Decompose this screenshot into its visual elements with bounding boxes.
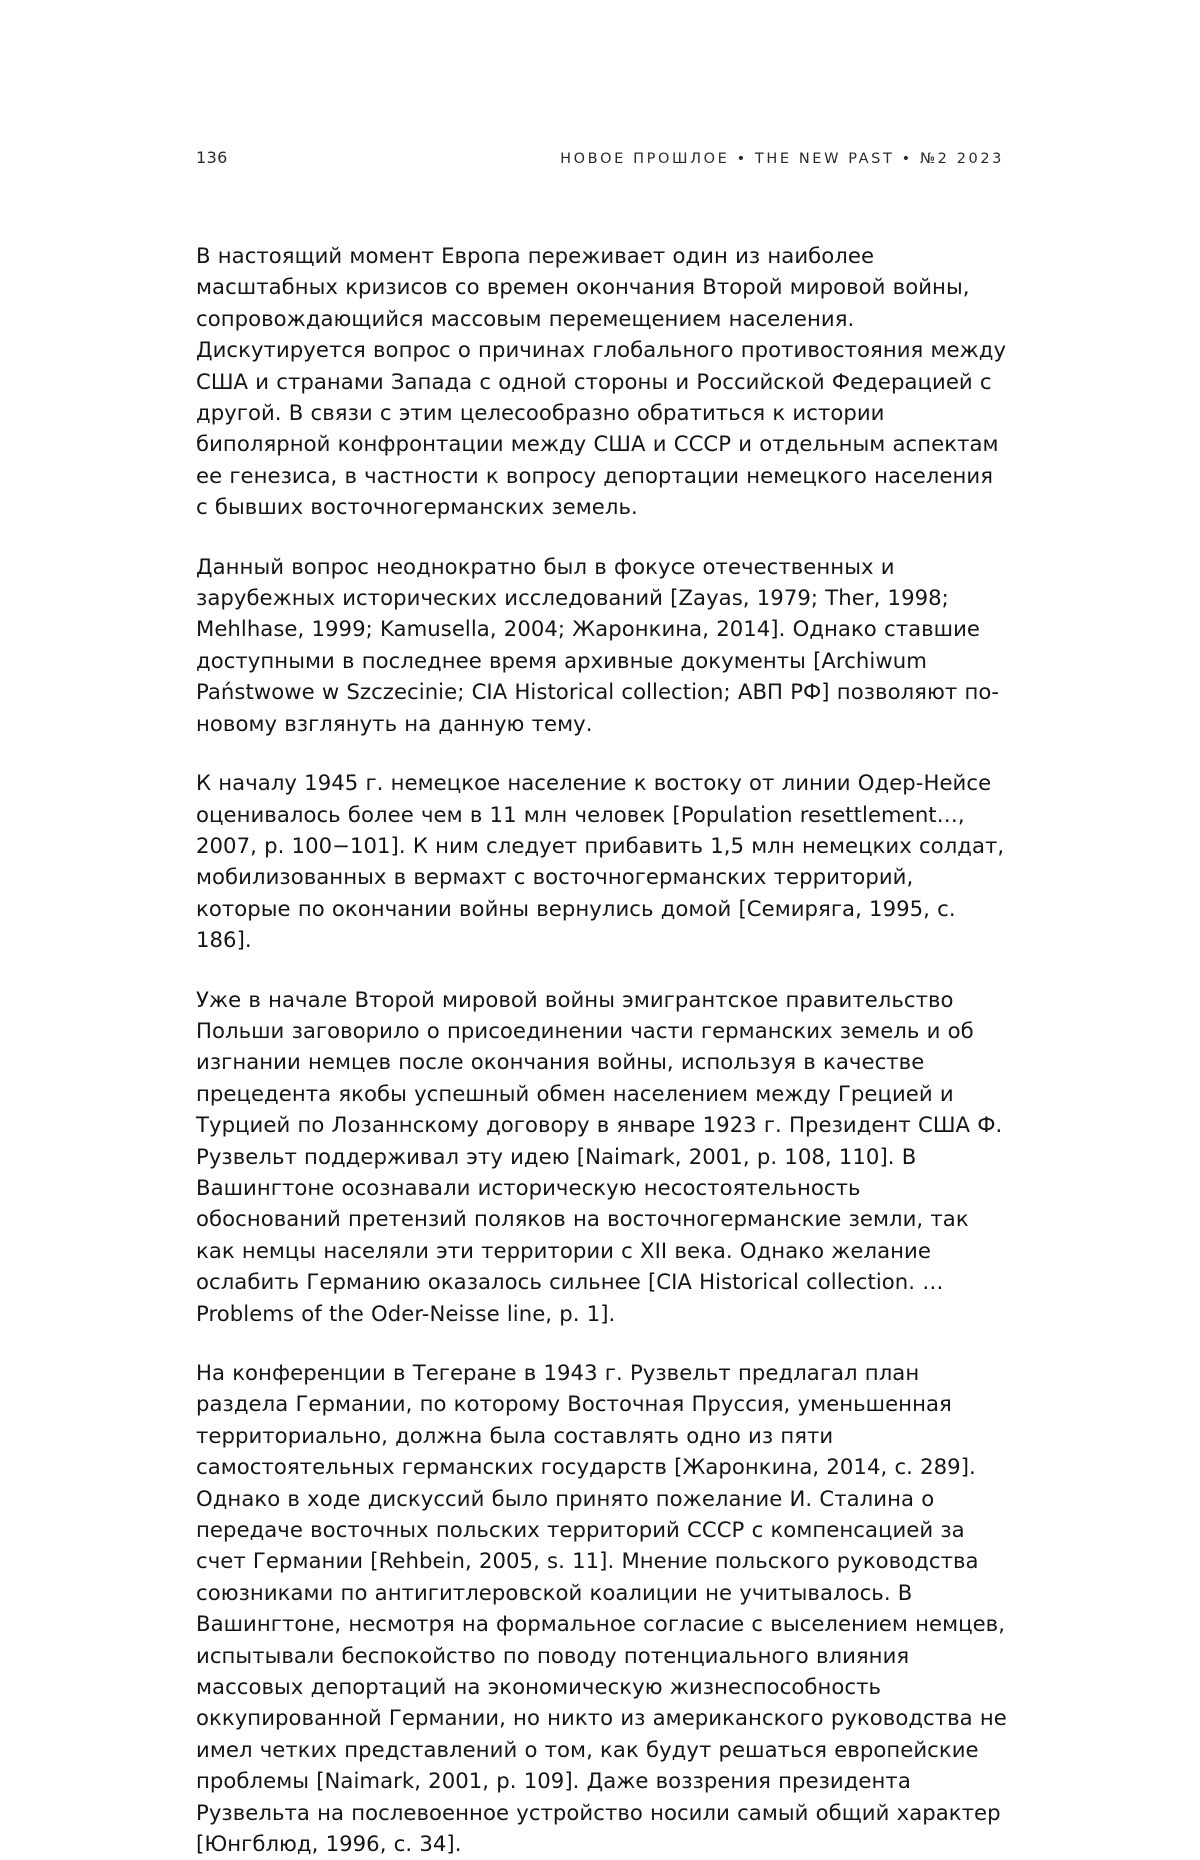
paragraph: Уже в начале Второй мировой войны эмигрантское правительство Польши заговорило о присоединении части германских земель и об изгнании немцев после окончания войны, используя в качестве прецедента якобы успешный обмен населением между Грецией и Турцией по Лозаннскому договору в январе 1923 г. Президент США Ф. Рузвельт поддерживал эту идею [Naimark, 2001, p. 108, 110]. В Вашингтоне осознавали историческую несостоятельность обоснований претензий поляков на восточногерманские земли, так как немцы населяли эти территории с XII века. Однако желание ослабить Германию оказалось сильнее [CIA Historical collection. … Problems of the Oder-Neisse line, p. 1]. <box>196 986 1003 1326</box>
journal-title: НОВОЕ ПРОШЛОЕ • THE NEW PAST • №2 2023 <box>560 151 1004 167</box>
article-body <box>196 240 1008 1860</box>
paragraph: На конференции в Тегеране в 1943 г. Рузвельт предлагал план раздела Германии, по которому Восточная Пруссия, уменьшенная территориально, должна была составлять одно из пяти самостоятельных германских государств [Жаронкина, 2014, с. 289]. Однако в ходе дискуссий было принято пожелание И. Сталина о передаче восточных польских территорий СССР с компенсацией за счет Германии [Rehbein, 2005, s. 11]. Мнение польского руководства союзниками по антигитлеровской коалиции не учитывалось. В Вашингтоне, несмотря на формальное согласие с выселением немцев, испытывали беспокойство по поводу потенциального влияния массовых депортаций на экономическую жизнеспособность оккупированной Германии, но никто из американского руководства не имел четких представлений о том, как будут решаться европейские проблемы [Naimark, 2001, p. 109]. Даже воззрения президента Рузвельта на послевоенное устройство носили самый общий характер [Юнгблюд, 1996, с. 34]. <box>196 1360 1007 1857</box>
paragraph: В настоящий момент Европа переживает один из наиболее масштабных кризисов со времен окончания Второй мировой войны, сопровождающийся массовым перемещением населения. Дискутируется вопрос о причинах глобального противостояния между США и странами Запада с одной стороны и Российской Федерацией с другой. В связи с этим целесообразно обратиться к истории биполярной конфронтации между США и СССР и отдельным аспектам ее генезиса, в частности к вопросу депортации немецкого населения с бывших восточногерманских земель. <box>196 243 1007 520</box>
paragraph: К началу 1945 г. немецкое население к востоку от линии Одер-Нейсе оценивалось более чем в 11 млн человек [Population resettlement…, 2007, p. 100−101]. К ним следует прибавить 1,5 млн немецких солдат, мобилизованных в вермахт с восточногерманских территорий, которые по окончании войны вернулись домой [Семиряга, 1995, с. 186]. <box>196 770 1005 953</box>
page-number: 136 <box>196 148 228 167</box>
running-head <box>196 148 1004 167</box>
paragraph: Данный вопрос неоднократно был в фокусе отечественных и зарубежных исторических исследований [Zayas, 1979; Ther, 1998; Mehlhase, 1999; Kamusella, 2004; Жаронкина, 2014]. Однако ставшие доступными в последнее время архивные документы [Archiwum Państwowe w Szczecinie; CIA Historical collection; АВП РФ] позволяют по-новому взглянуть на данную тему. <box>196 553 1000 736</box>
